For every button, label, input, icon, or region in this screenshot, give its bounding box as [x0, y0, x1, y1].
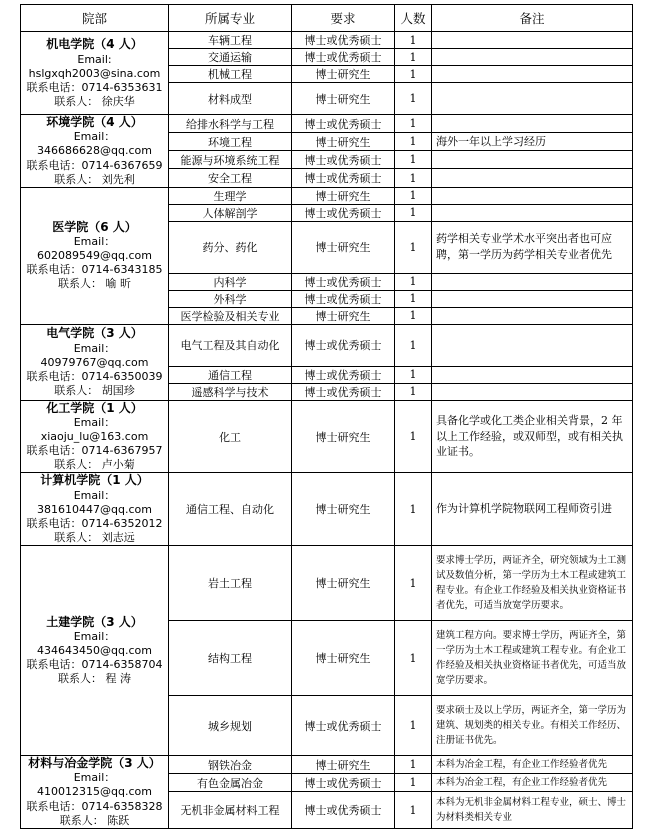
department-cell [21, 187, 169, 324]
note-cell: 本科为无机非金属材料工程专业，硕士、博士为材料类相关专业 [432, 792, 633, 828]
note-cell: 具备化学或化工类企业相关背景，2 年以上工作经验，或双师型，或有相关执业证书。 [432, 400, 633, 473]
table-row [21, 756, 633, 774]
department-contact-line: 联系人： 胡国珍 [54, 383, 135, 397]
note-cell [432, 366, 633, 383]
requirement-cell: 博士研究生 [292, 546, 395, 621]
department-name: 土建学院（3 人） [46, 614, 143, 629]
note-cell [432, 290, 633, 307]
note-cell: 本科为冶金工程，有企业工作经验者优先 [432, 774, 633, 792]
major-cell: 药分、药化 [169, 221, 292, 273]
department-contact-line: hslgxqh2003@sina.com [28, 66, 161, 80]
major-cell: 人体解剖学 [169, 204, 292, 221]
note-cell [432, 383, 633, 400]
department-contact-line: 联系电话：0714-6352012 [26, 516, 163, 530]
department-cell [21, 546, 169, 756]
department-name: 电气学院（3 人） [46, 326, 143, 341]
major-cell: 外科学 [169, 290, 292, 307]
department-contact-line: Email：381610447@qq.com [37, 488, 152, 516]
count-cell: 1 [395, 774, 432, 792]
note-cell: 要求博士学历，两证齐全，研究领域为土工测试及数值分析，第一学历为土木工程或建筑工程专业。有企业工作经验及相关执业资格证书者优先，可适当放宽学历要求。 [432, 546, 633, 621]
major-cell: 内科学 [169, 273, 292, 290]
note-cell: 建筑工程方向。要求博士学历，两证齐全，第一学历为土木工程或建筑工程专业。有企业工作经验及相关执业资格证书者优先，可适当放宽学历要求。 [432, 621, 633, 696]
count-cell: 1 [395, 324, 432, 366]
requirement-cell: 博士研究生 [292, 473, 395, 546]
count-cell: 1 [395, 273, 432, 290]
requirement-cell: 博士或优秀硕士 [292, 151, 395, 169]
department-contact-line: 联系电话：0714-6353631 [26, 80, 163, 94]
requirement-cell: 博士或优秀硕士 [292, 169, 395, 187]
table-row [21, 32, 633, 49]
major-cell: 钢铁冶金 [169, 756, 292, 774]
table-body [21, 32, 633, 829]
count-cell: 1 [395, 366, 432, 383]
requirement-cell: 博士或优秀硕士 [292, 383, 395, 400]
note-cell [432, 115, 633, 133]
requirement-cell: 博士研究生 [292, 221, 395, 273]
department-cell [21, 400, 169, 473]
header-row [21, 5, 633, 32]
requirement-cell: 博士或优秀硕士 [292, 774, 395, 792]
note-cell [432, 204, 633, 221]
count-cell: 1 [395, 290, 432, 307]
requirement-cell: 博士研究生 [292, 83, 395, 115]
major-cell: 化工 [169, 400, 292, 473]
count-cell: 1 [395, 696, 432, 756]
requirement-cell: 博士或优秀硕士 [292, 290, 395, 307]
major-cell: 给排水科学与工程 [169, 115, 292, 133]
count-cell: 1 [395, 221, 432, 273]
major-cell: 机械工程 [169, 66, 292, 83]
note-cell [432, 324, 633, 366]
department-contact-line: 联系人： 喻 昕 [58, 277, 131, 291]
requirement-cell: 博士或优秀硕士 [292, 204, 395, 221]
table-row [21, 400, 633, 473]
department-cell [21, 32, 169, 115]
note-cell [432, 151, 633, 169]
note-cell: 作为计算机学院物联网工程师资引进 [432, 473, 633, 546]
department-name: 化工学院（1 人） [46, 400, 143, 415]
count-cell: 1 [395, 621, 432, 696]
count-cell: 1 [395, 169, 432, 187]
requirement-cell: 博士研究生 [292, 66, 395, 83]
department-contact-line: Email: [77, 52, 112, 66]
count-cell: 1 [395, 66, 432, 83]
department-contact-line: Email：602089549@qq.com [37, 235, 152, 263]
header-major: 所属专业 [169, 5, 292, 32]
requirement-cell: 博士或优秀硕士 [292, 324, 395, 366]
major-cell: 结构工程 [169, 621, 292, 696]
major-cell: 通信工程 [169, 366, 292, 383]
department-contact-line: 联系电话：0714-6343185 [26, 263, 163, 277]
department-contact-line: 联系人： 刘先利 [54, 172, 135, 186]
department-contact-line: Email：434643450@qq.com [37, 630, 152, 658]
department-contact-line: 联系电话：0714-6350039 [26, 369, 163, 383]
department-cell [21, 324, 169, 400]
department-contact-line: Email：xiaoju_lu@163.com [40, 416, 149, 444]
department-contact-line: 联系人： 卢小菊 [54, 458, 135, 472]
header-notes: 备注 [432, 5, 633, 32]
department-contact-line: 联系电话：0714-6367957 [26, 444, 163, 458]
requirement-cell: 博士或优秀硕士 [292, 792, 395, 828]
department-contact-line: 联系人： 程 涛 [58, 672, 131, 686]
department-contact-line: 联系人： 徐庆华 [54, 94, 135, 108]
count-cell: 1 [395, 187, 432, 204]
requirement-cell: 博士研究生 [292, 133, 395, 151]
major-cell: 通信工程、自动化 [169, 473, 292, 546]
major-cell: 医学检验及相关专业 [169, 307, 292, 324]
note-cell: 本科为冶金工程，有企业工作经验者优先 [432, 756, 633, 774]
department-cell [21, 756, 169, 829]
department-name: 环境学院（4 人） [46, 115, 143, 129]
note-cell [432, 307, 633, 324]
department-name: 材料与冶金学院（3 人） [28, 756, 161, 771]
major-cell: 有色金属冶金 [169, 774, 292, 792]
count-cell: 1 [395, 307, 432, 324]
requirement-cell: 博士研究生 [292, 756, 395, 774]
requirement-cell: 博士研究生 [292, 400, 395, 473]
department-contact-line: Email：410012315@qq.com [37, 771, 152, 799]
major-cell: 电气工程及其自动化 [169, 324, 292, 366]
count-cell: 1 [395, 151, 432, 169]
department-cell [21, 115, 169, 188]
note-cell: 药学相关专业学术水平突出者也可应聘，第一学历为药学相关专业者优先 [432, 221, 633, 273]
count-cell: 1 [395, 400, 432, 473]
major-cell: 遥感科学与技术 [169, 383, 292, 400]
department-contact-line: 联系电话：0714-6367659 [26, 158, 163, 172]
note-cell [432, 169, 633, 187]
requirement-cell: 博士研究生 [292, 187, 395, 204]
requirement-cell: 博士或优秀硕士 [292, 366, 395, 383]
count-cell: 1 [395, 115, 432, 133]
department-contact-line: 联系电话：0714-6358704 [26, 658, 163, 672]
note-cell [432, 32, 633, 49]
note-cell [432, 187, 633, 204]
major-cell: 岩土工程 [169, 546, 292, 621]
major-cell: 城乡规划 [169, 696, 292, 756]
department-contact-line: 联系电话：0714-6358328 [26, 799, 163, 813]
header-department: 院部 [21, 5, 169, 32]
note-cell: 海外一年以上学习经历 [432, 133, 633, 151]
requirement-cell: 博士或优秀硕士 [292, 49, 395, 66]
table-row [21, 473, 633, 546]
department-contact-line: 联系人： 陈跃 [59, 813, 130, 827]
count-cell: 1 [395, 83, 432, 115]
count-cell: 1 [395, 204, 432, 221]
note-cell [432, 273, 633, 290]
department-contact-line: 联系人： 刘志远 [54, 530, 135, 544]
major-cell: 环境工程 [169, 133, 292, 151]
requirement-cell: 博士研究生 [292, 307, 395, 324]
count-cell: 1 [395, 383, 432, 400]
note-cell: 要求硕士及以上学历，两证齐全，第一学历为建筑、规划类的相关专业。有相关工作经历、注册证书优先。 [432, 696, 633, 756]
requirement-cell: 博士或优秀硕士 [292, 115, 395, 133]
recruitment-table [20, 4, 633, 829]
table-row [21, 546, 633, 621]
count-cell: 1 [395, 473, 432, 546]
table-row [21, 115, 633, 133]
count-cell: 1 [395, 133, 432, 151]
department-cell [21, 473, 169, 546]
department-name: 医学院（6 人） [52, 219, 137, 234]
major-cell: 安全工程 [169, 169, 292, 187]
requirement-cell: 博士或优秀硕士 [292, 696, 395, 756]
major-cell: 生理学 [169, 187, 292, 204]
requirement-cell: 博士或优秀硕士 [292, 32, 395, 49]
count-cell: 1 [395, 546, 432, 621]
major-cell: 能源与环境系统工程 [169, 151, 292, 169]
count-cell: 1 [395, 49, 432, 66]
count-cell: 1 [395, 792, 432, 828]
major-cell: 无机非金属材料工程 [169, 792, 292, 828]
table-row [21, 187, 633, 204]
note-cell [432, 49, 633, 66]
header-count: 人数 [395, 5, 432, 32]
requirement-cell: 博士或优秀硕士 [292, 273, 395, 290]
requirement-cell: 博士研究生 [292, 621, 395, 696]
count-cell: 1 [395, 32, 432, 49]
department-name: 计算机学院（1 人） [40, 473, 149, 488]
department-name: 机电学院（4 人） [46, 37, 143, 52]
department-contact-line: Email：346686628@qq.com [37, 130, 152, 158]
major-cell: 交通运输 [169, 49, 292, 66]
department-contact-line: Email：40979767@qq.com [40, 341, 149, 369]
major-cell: 车辆工程 [169, 32, 292, 49]
note-cell [432, 83, 633, 115]
note-cell [432, 66, 633, 83]
major-cell: 材料成型 [169, 83, 292, 115]
count-cell: 1 [395, 756, 432, 774]
table-row [21, 324, 633, 366]
header-requirement: 要求 [292, 5, 395, 32]
